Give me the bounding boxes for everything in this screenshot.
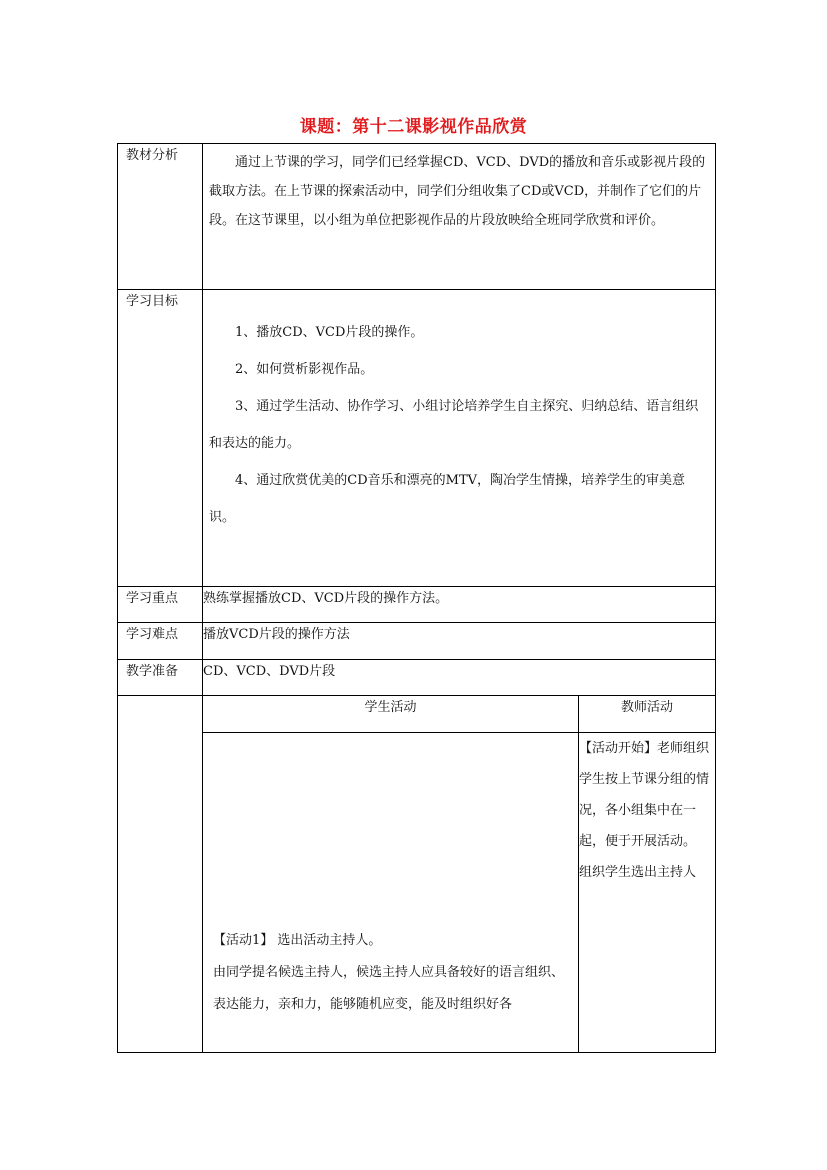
preparation-text: CD、VCD、DVD片段 [203, 660, 716, 696]
objectives-row [118, 290, 716, 587]
preparation-row [118, 660, 716, 696]
student-activity-cell [203, 733, 579, 1053]
teacher-activity-paragraph: 组织学生选出主持人 [579, 865, 697, 880]
key-point-text: 熟练掌握播放CD、VCD片段的操作方法。 [203, 587, 716, 623]
key-point-label: 学习重点 [126, 591, 179, 606]
activity-1-text: 由同学提名候选主持人，候选主持人应具备较好的语言组织、表达能力，亲和力，能够随机应变，能及时组织好各 [213, 965, 565, 1012]
objective-item: 1、播放CD、VCD片段的操作。 [235, 325, 424, 340]
activity-content-row [118, 733, 716, 1053]
analysis-row [118, 144, 716, 290]
lesson-plan-table [117, 143, 716, 1053]
difficulty-row [118, 623, 716, 660]
teacher-activity-paragraph: 【活动开始】老师组织学生按上节课分组的情况，各小组集中在一起，便于开展活动。 [579, 741, 710, 849]
objective-list [203, 290, 715, 536]
teacher-activity-header: 教师活动 [579, 696, 716, 733]
analysis-label: 教材分析 [126, 148, 179, 163]
page-title: 课题：第十二课影视作品欣赏 [299, 117, 528, 137]
activity-label-cell [118, 696, 203, 1053]
preparation-label: 教学准备 [126, 664, 179, 679]
activity-1-heading: 【活动1】 选出活动主持人。 [213, 933, 382, 948]
student-activity-header: 学生活动 [203, 696, 579, 733]
difficulty-text: 播放VCD片段的操作方法 [203, 623, 716, 660]
key-point-row [118, 587, 716, 623]
teacher-activity-cell [579, 733, 716, 1053]
difficulty-label: 学习难点 [126, 627, 179, 642]
objective-item: 2、如何赏析影视作品。 [235, 362, 374, 377]
objectives-label: 学习目标 [126, 294, 179, 309]
objective-item: 3、通过学生活动、协作学习、小组讨论培养学生自主探究、归纳总结、语言组织和表达的能力。 [209, 399, 699, 451]
activity-header-row [118, 696, 716, 733]
analysis-text: 通过上节课的学习，同学们已经掌握CD、VCD、DVD的播放和音乐或影视片段的截取方法。在上节课的探索活动中，同学们分组收集了CD或VCD，并制作了它们的片段。在这节课里，以小组为单位把影视作品的片段放映给全班同学欣赏和评价。 [209, 155, 706, 228]
objective-item: 4、通过欣赏优美的CD音乐和漂亮的MTV，陶冶学生情操，培养学生的审美意识。 [209, 473, 686, 525]
